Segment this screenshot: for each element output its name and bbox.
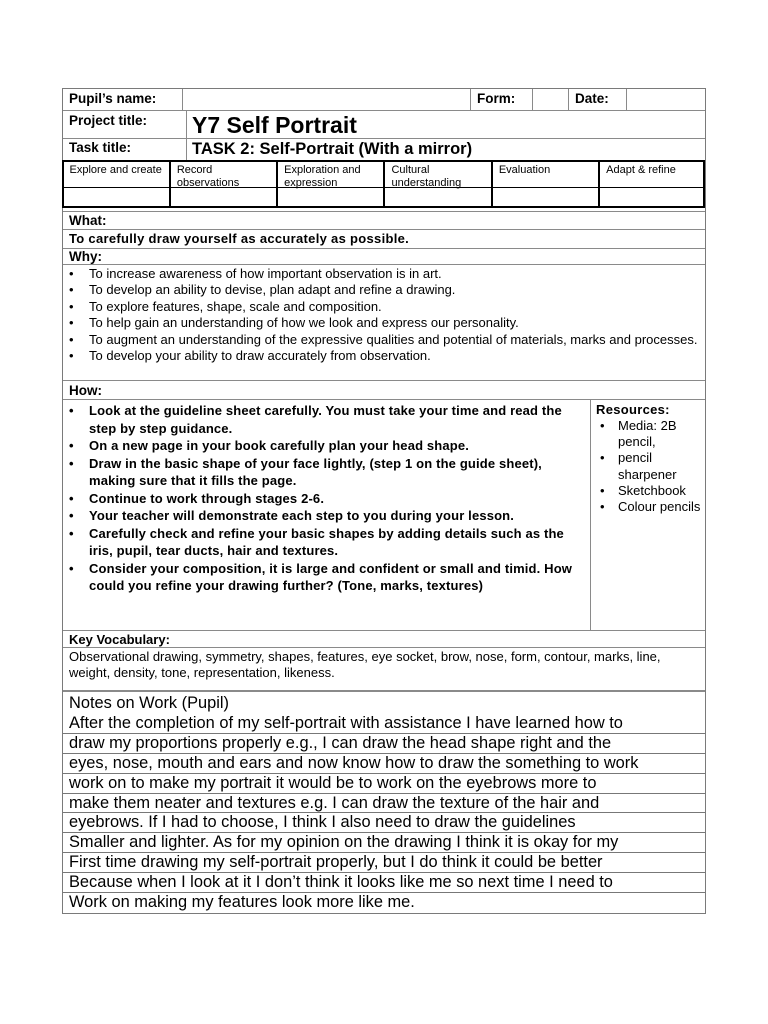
category-explore-create: Explore and create <box>62 160 169 208</box>
what-label: What: <box>69 213 107 228</box>
category-record-observations: Record observations <box>169 160 276 208</box>
why-item: • To augment an understanding of the expressive qualities and potential of materials, marks and processes. <box>65 332 697 348</box>
pupil-info-row <box>63 89 705 111</box>
notes-line[interactable]: eyebrows. If I had to choose, I think I also need to draw the guidelines <box>63 813 705 833</box>
task-title: TASK 2: Self-Portrait (With a mirror) <box>186 139 705 160</box>
date-field[interactable] <box>626 89 705 110</box>
notes-line[interactable]: After the completion of my self-portrait with assistance I have learned how to <box>63 714 705 734</box>
resources-panel <box>590 400 705 630</box>
date-label: Date: <box>568 89 626 110</box>
how-list <box>65 402 584 595</box>
assessment-categories <box>62 160 707 208</box>
category-evaluation: Evaluation <box>491 160 598 208</box>
resource-item: • Colour pencils <box>596 499 701 515</box>
pupil-name-field[interactable] <box>182 89 470 110</box>
what-text: To carefully draw yourself as accurately as possible. <box>69 231 410 246</box>
resource-item: • Media: 2B pencil, <box>596 418 701 450</box>
why-item: • To explore features, shape, scale and composition. <box>65 299 697 315</box>
worksheet <box>62 88 706 914</box>
notes-line[interactable]: Smaller and lighter. As for my opinion on the drawing I think it is okay for my <box>63 833 705 853</box>
project-title-row <box>63 111 705 139</box>
category-adapt-refine: Adapt & refine <box>598 160 705 208</box>
category-box[interactable] <box>493 187 598 206</box>
notes-line[interactable]: Because when I look at it I don’t think it looks like me so next time I need to <box>63 873 705 893</box>
vocabulary-text: Observational drawing, symmetry, shapes, features, eye socket, brow, nose, form, contour, marks, line, weight, density, tone, representation, likeness. <box>69 649 661 680</box>
how-label: How: <box>69 383 102 398</box>
pupil-name-label: Pupil’s name: <box>69 91 157 106</box>
how-item: • Continue to work through stages 2-6. <box>65 490 584 508</box>
how-item: • Consider your composition, it is large and confident or small and timid. How could you refine your drawing further? (Tone, marks, textures) <box>65 560 584 595</box>
project-title: Y7 Self Portrait <box>186 111 705 138</box>
notes-line[interactable]: Work on making my features look more like me. <box>69 893 415 912</box>
category-box[interactable] <box>600 187 703 206</box>
why-item: • To develop an ability to devise, plan adapt and refine a drawing. <box>65 282 697 298</box>
how-item: • Draw in the basic shape of your face lightly, (step 1 on the guide sheet), making sure that it fills the page. <box>65 455 584 490</box>
task-title-label: Task title: <box>69 140 132 155</box>
why-item: • To increase awareness of how important observation is in art. <box>65 266 697 282</box>
why-item: • To develop your ability to draw accurately from observation. <box>65 348 697 364</box>
category-box[interactable] <box>278 187 383 206</box>
why-list <box>65 266 697 380</box>
resource-item: • pencil sharpener <box>596 450 701 482</box>
category-box[interactable] <box>385 187 490 206</box>
vocabulary-label-row <box>63 631 705 648</box>
category-box[interactable] <box>64 187 169 206</box>
resources-list <box>596 418 701 515</box>
how-label-row <box>63 381 705 400</box>
category-box[interactable] <box>171 187 276 206</box>
resources-label: Resources: <box>596 402 670 417</box>
why-section <box>63 265 705 381</box>
what-label-row <box>63 211 705 230</box>
what-text-row <box>63 230 705 249</box>
notes-line[interactable]: First time drawing my self-portrait properly, but I do think it could be better <box>63 853 705 873</box>
form-label: Form: <box>470 89 532 110</box>
notes-line[interactable]: eyes, nose, mouth and ears and now know how to draw the something to work <box>63 754 705 774</box>
how-section <box>63 400 705 631</box>
vocabulary-text-row <box>63 648 705 692</box>
notes-section <box>63 692 705 913</box>
why-label-row <box>63 249 705 265</box>
how-item: • Your teacher will demonstrate each step to you during your lesson. <box>65 507 584 525</box>
project-title-label: Project title: <box>69 113 148 128</box>
notes-line[interactable]: draw my proportions properly e.g., I can draw the head shape right and the <box>63 734 705 754</box>
why-item: • To help gain an understanding of how we look and express our personality. <box>65 315 697 331</box>
notes-line[interactable]: make them neater and textures e.g. I can draw the texture of the hair and <box>63 794 705 814</box>
notes-line[interactable]: work on to make my portrait it would be to work on the eyebrows more to <box>63 774 705 794</box>
resource-item: • Sketchbook <box>596 483 701 499</box>
category-exploration-expression: Exploration and expression <box>276 160 383 208</box>
how-item: • On a new page in your book carefully plan your head shape. <box>65 437 584 455</box>
how-steps <box>63 400 590 630</box>
form-field[interactable] <box>532 89 568 110</box>
notes-label: Notes on Work (Pupil) <box>69 694 230 712</box>
why-label: Why: <box>69 249 102 264</box>
how-item: • Carefully check and refine your basic shapes by adding details such as the iris, pupil, tear ducts, hair and textures. <box>65 525 584 560</box>
task-title-row <box>63 139 705 160</box>
vocabulary-label: Key Vocabulary: <box>69 632 170 647</box>
how-item: • Look at the guideline sheet carefully. You must take your time and read the step by step guidance. <box>65 402 584 437</box>
category-cultural-understanding: Cultural understanding <box>383 160 490 208</box>
